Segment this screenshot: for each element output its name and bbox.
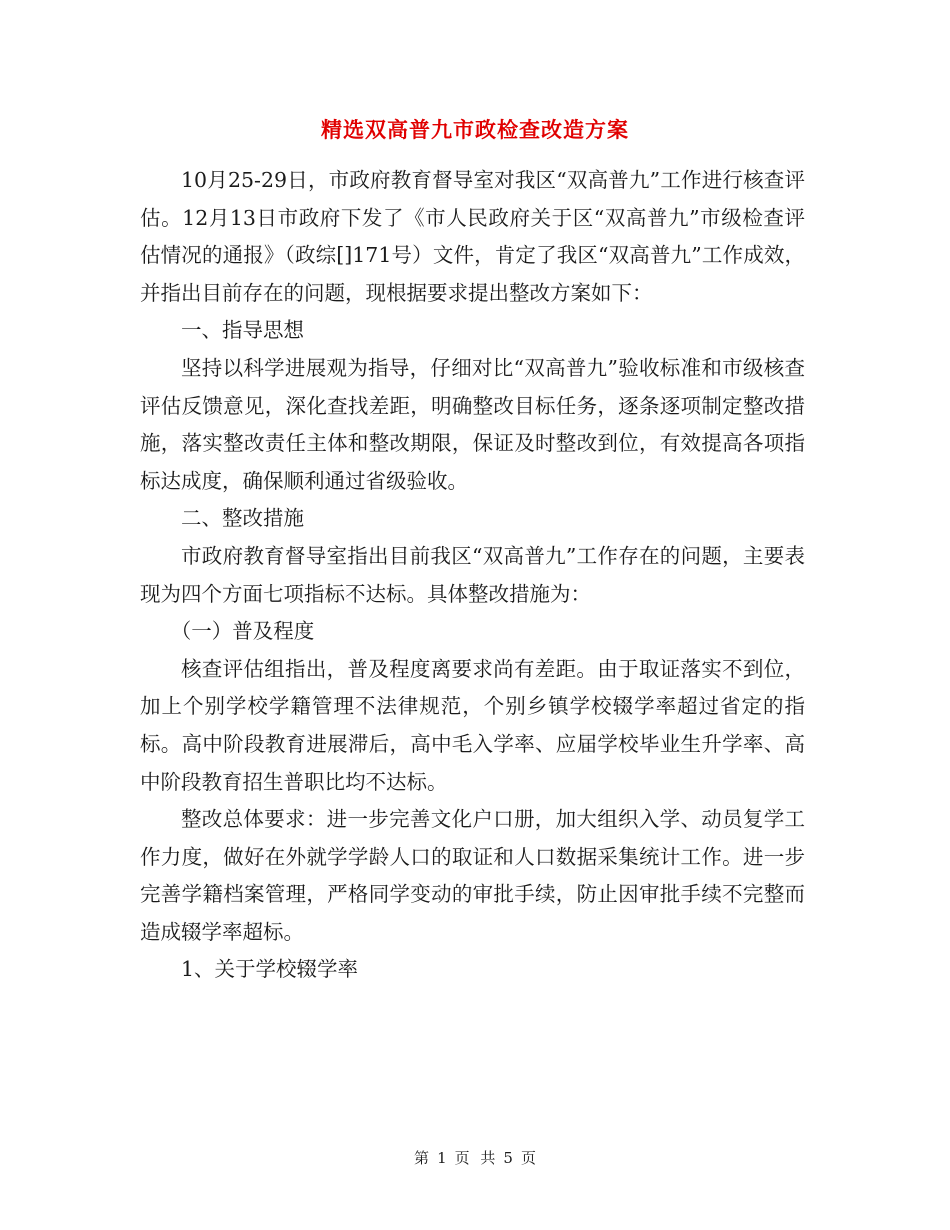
document-title: 精选双高普九市政检查改造方案 — [321, 117, 629, 142]
page-footer — [0, 1147, 950, 1168]
paragraph-overall-requirements: 整改总体要求：进一步完善文化户口册，加大组织入学、动员复学工作力度，做好在外就学学龄人口的取证和人口数据采集统计工作。进一步完善学籍档案管理，严格同学变动的审批手续，防止因审批手续不完整而造成辍学率超标。 — [140, 807, 805, 944]
heading-rectification-measures: 二、整改措施 — [181, 506, 304, 531]
footer-prefix: 第 — [414, 1149, 430, 1167]
paragraph-problems: 市政府教育督导室指出目前我区“双高普九”工作存在的问题，主要表现为四个方面七项指标不达标。具体整改措施为： — [140, 543, 805, 606]
footer-total-pages: 5 — [503, 1149, 513, 1167]
paragraph-popularization: 核查评估组指出，普及程度离要求尚有差距。由于取证落实不到位，加上个别学校学籍管理不法律规范，个别乡镇学校辍学率超过省定的指标。高中阶段教育进展滞后，高中毛入学率、应届学校毕业生升学率、高中阶段教育招生普职比均不达标。 — [140, 656, 805, 794]
paragraph-intro: 10月25-29日，市政府教育督导室对我区“双高普九”工作进行核查评估。12月13日市政府下发了《市人民政府关于区“双高普九”市级检查评估情况的通报》（政综[]171号）文件，肯定了我区“双高普九”工作成效，并指出目前存在的问题，现根据要求提出整改方案如下： — [140, 168, 805, 305]
document-body — [140, 162, 805, 989]
footer-middle: 页 共 — [454, 1149, 496, 1167]
paragraph-guiding-ideology: 坚持以科学进展观为指导，仔细对比“双高普九”验收标准和市级核查评估反馈意见，深化查找差距，明确整改目标任务，逐条逐项制定整改措施，落实整改责任主体和整改期限，保证及时整改到位，有效提高各项指标达成度，确保顺利通过省级验收。 — [140, 355, 805, 493]
item-dropout-rate: 1、关于学校辍学率 — [181, 957, 359, 982]
footer-suffix: 页 — [520, 1149, 536, 1167]
footer-page-number: 1 — [437, 1149, 447, 1167]
heading-guiding-ideology: 一、指导思想 — [181, 318, 304, 343]
subheading-popularization: （一）普及程度 — [170, 619, 315, 644]
